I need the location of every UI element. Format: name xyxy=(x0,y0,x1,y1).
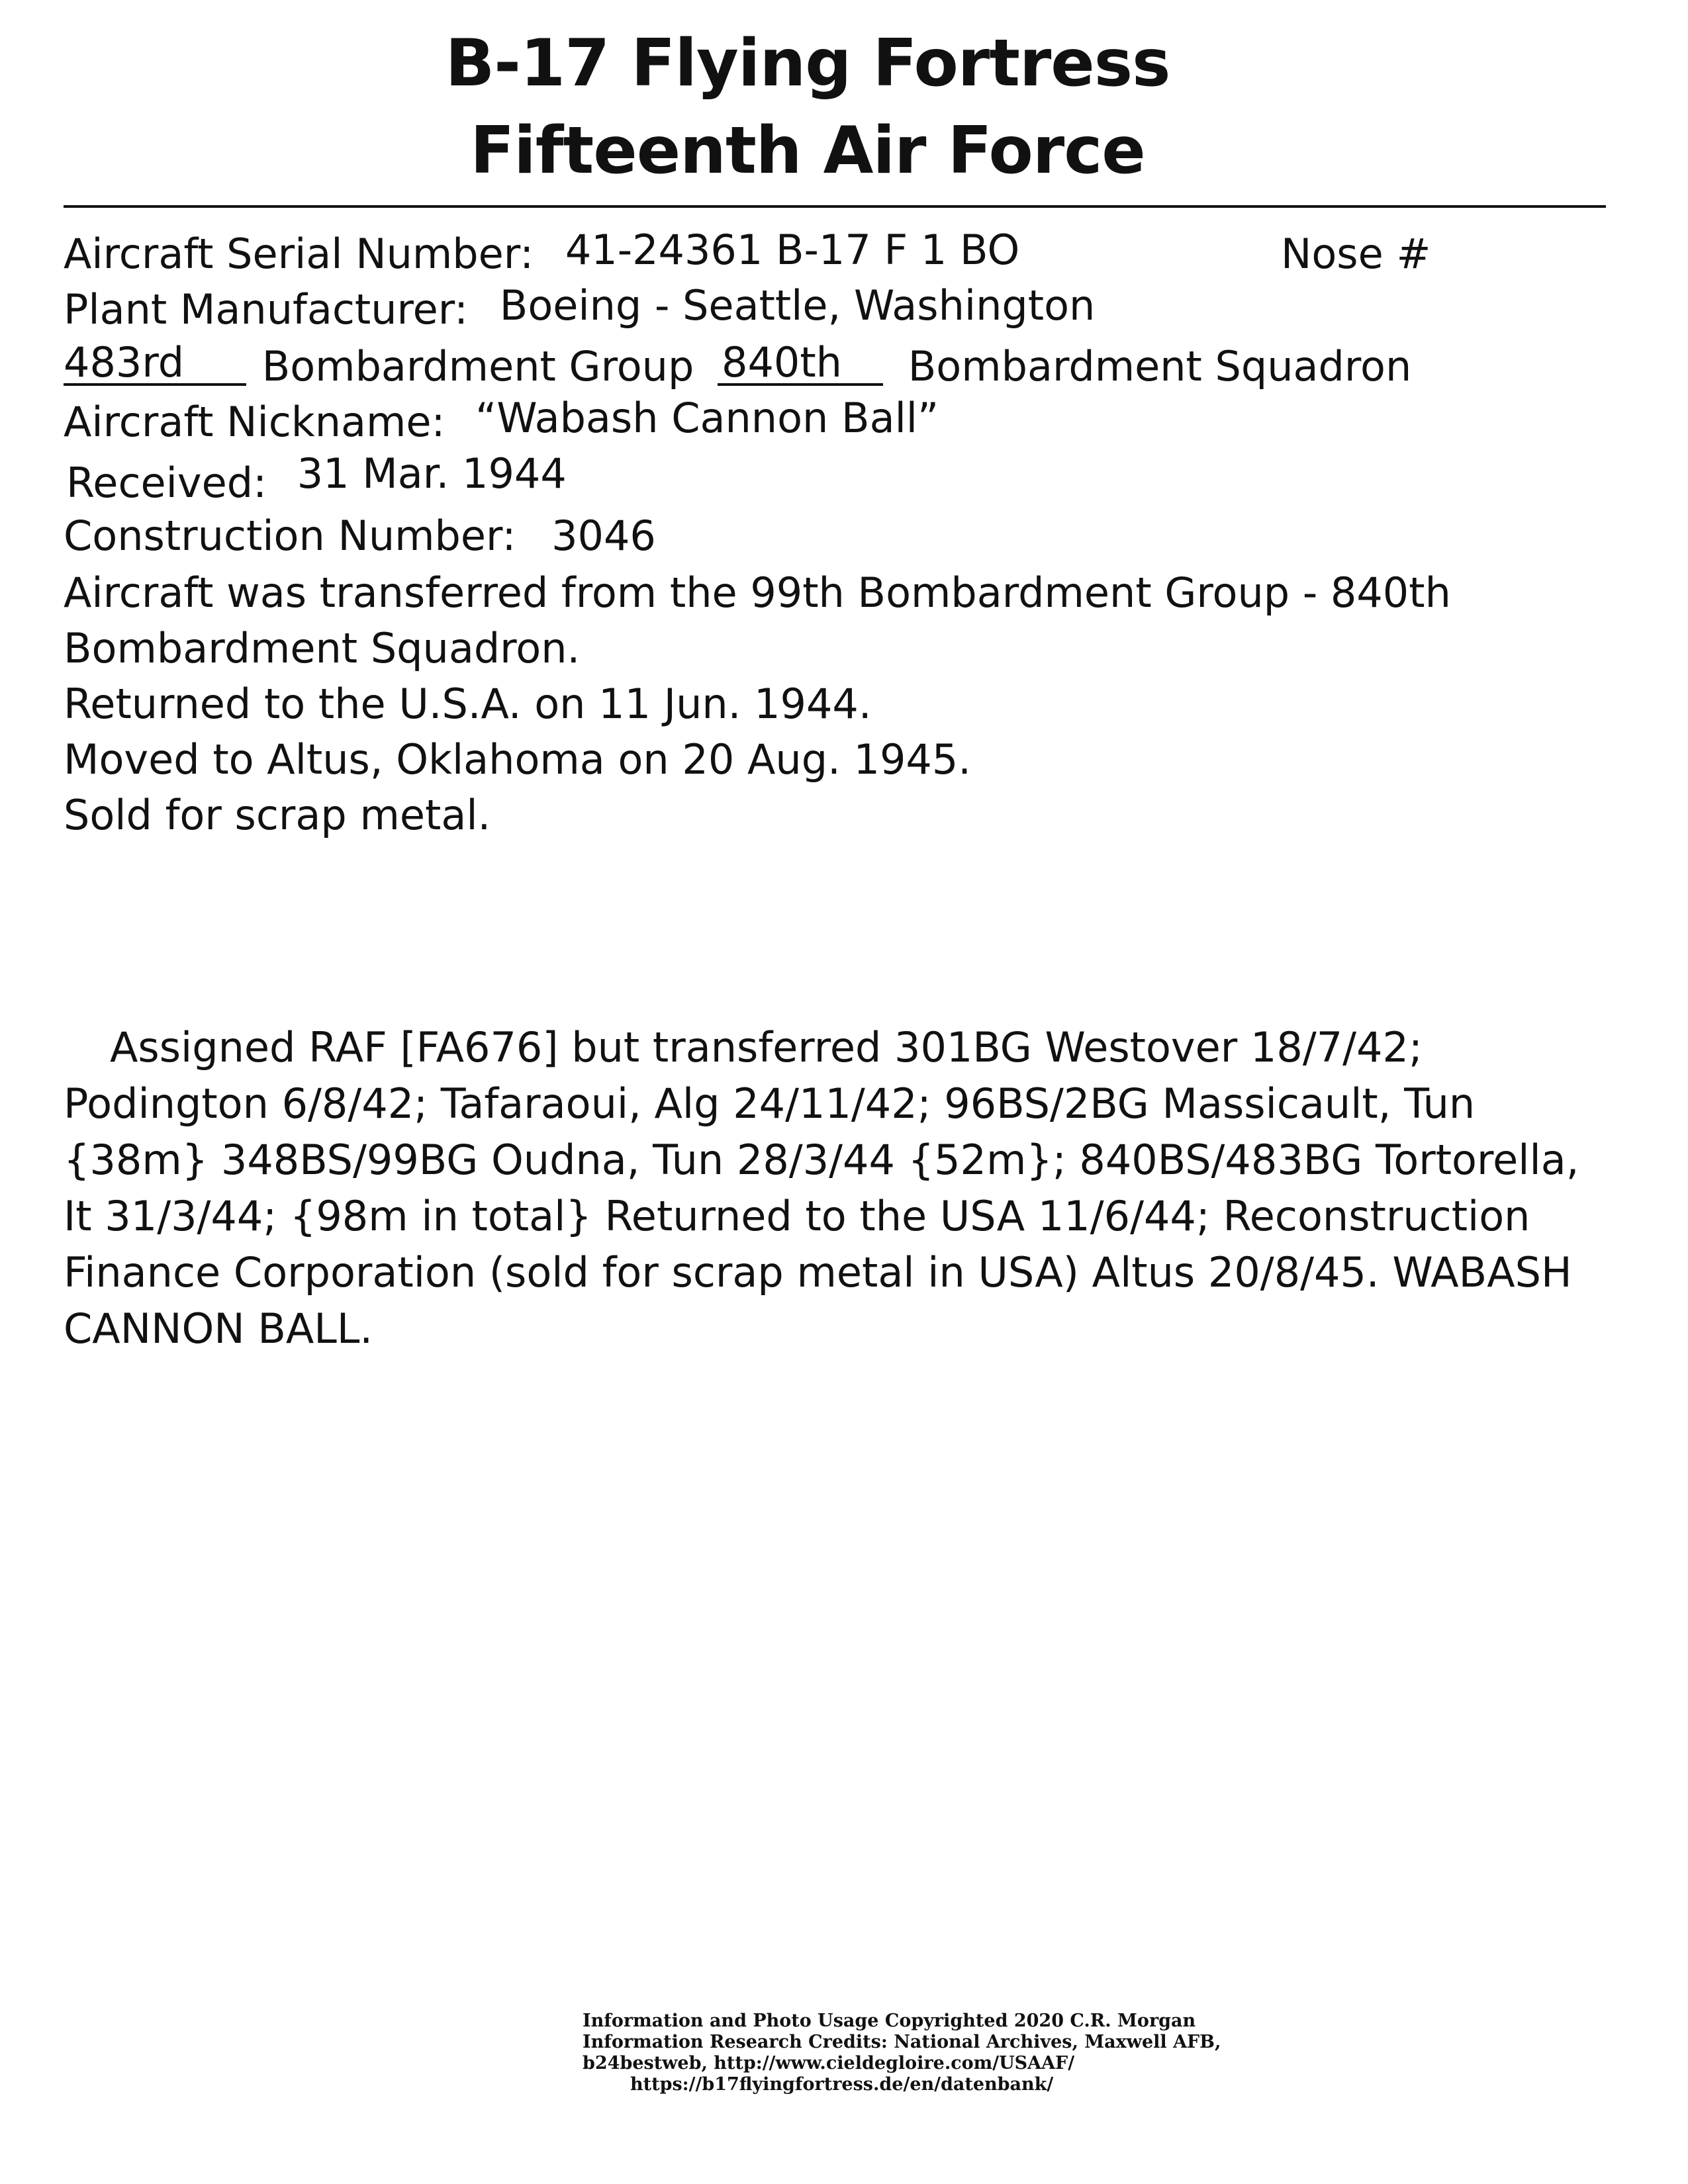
service-history-paragraph: Assigned RAF [FA676] but transferred 301BG Westover 18/7/42; Podington 6/8/42; Tafaraoui, Alg 24/11/42; 96BS/2BG Massicault, Tun {38m} 348BS/99BG Oudna, Tun 28/3/44 {52m}; 840BS/483BG Tortorella, It 31/3/44; {98m in total} Returned to the USA 11/6/44; Reconstruction Finance Corporation (sold for scrap metal in USA) Altus 20/8/45. WABASH CANNON BALL. xyxy=(64,1023,1579,1353)
history-line: Moved to Altus, Oklahoma on 20 Aug. 1945. xyxy=(64,735,971,784)
history-line: Bombardment Squadron. xyxy=(64,624,581,672)
received-label: Received: xyxy=(66,459,267,507)
plant-manufacturer-row xyxy=(64,281,1096,335)
construction-number-label: Construction Number: xyxy=(64,512,516,560)
construction-number-value: 3046 xyxy=(551,512,656,560)
group-squadron-row xyxy=(64,338,1412,392)
squadron-value: 840th xyxy=(718,342,883,386)
page-title xyxy=(0,20,1615,195)
plant-manufacturer-label: Plant Manufacturer: xyxy=(64,285,469,334)
history-line: Aircraft was transferred from the 99th Bombardment Group - 840th xyxy=(64,569,1451,617)
footer-line: https://b17flyingfortress.de/en/datenbank/ xyxy=(630,2074,1054,2095)
history-line: Returned to the U.S.A. on 11 Jun. 1944. xyxy=(64,680,872,728)
construction-number-row xyxy=(64,511,656,561)
received-row xyxy=(66,449,567,508)
footer-line: Information and Photo Usage Copyrighted 2020 C.R. Morgan xyxy=(583,2011,1196,2031)
nickname-value: “Wabash Cannon Ball” xyxy=(475,394,939,442)
footer-line: Information Research Credits: National Archives, Maxwell AFB, xyxy=(583,2032,1221,2052)
group-label: Bombardment Group xyxy=(261,342,694,390)
plant-manufacturer-value: Boeing - Seattle, Washington xyxy=(499,281,1096,330)
history-line: Sold for scrap metal. xyxy=(64,791,491,839)
squadron-label: Bombardment Squadron xyxy=(908,342,1412,390)
nickname-label: Aircraft Nickname: xyxy=(64,398,445,446)
group-value: 483rd xyxy=(64,342,246,386)
nose-number-label: Nose # xyxy=(1281,230,1431,278)
title-line-1: B-17 Flying Fortress xyxy=(445,26,1170,101)
title-line-2: Fifteenth Air Force xyxy=(470,113,1145,189)
serial-number-value: 41-24361 B-17 F 1 BO xyxy=(565,226,1020,274)
nickname-row xyxy=(64,394,939,447)
credits-footer xyxy=(583,2011,1244,2095)
received-value: 31 Mar. 1944 xyxy=(297,449,567,498)
serial-number-row xyxy=(64,226,1020,279)
footer-line: b24bestweb, http://www.cieldegloire.com/USAAF/ xyxy=(583,2053,1075,2073)
title-divider xyxy=(64,205,1606,208)
serial-number-label: Aircraft Serial Number: xyxy=(64,230,534,278)
